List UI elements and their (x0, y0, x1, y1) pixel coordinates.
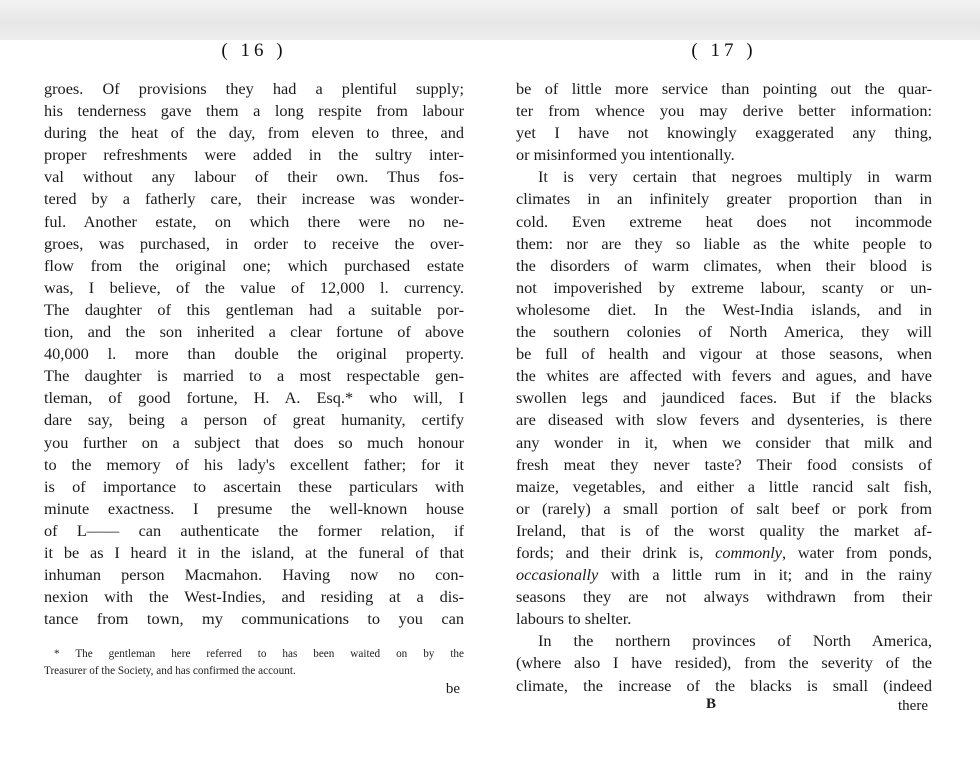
catchword: be (445, 681, 460, 697)
text-line: to the memory of his lady's excellent father; for it (44, 454, 464, 474)
text-line: during the heat of the day, from eleven to three, and (44, 123, 464, 143)
text-line: 40,000 l. more than double the original property. (44, 344, 464, 364)
text-line: Ireland, that is of the worst quality the market af- (516, 520, 932, 540)
text-line: wholesome diet. In the West-India islands, and in (516, 299, 932, 319)
text-line: them: nor are they so liable as the white people to (516, 233, 932, 253)
signature-mark: B (706, 696, 717, 712)
text-line: It is very certain that negroes multiply in warm (538, 167, 932, 187)
scan-top-band (0, 0, 980, 40)
text-line: yet I have not knowingly exaggerated any thing, (516, 123, 932, 143)
text-line: be of little more service than pointing out the quar- (516, 79, 932, 98)
text-line: of L—— can authenticate the former relation, if (44, 520, 464, 540)
page-number: ( 16 ) (221, 40, 287, 61)
text-fragment: , water from ponds, (782, 542, 932, 562)
italic-word: commonly (715, 542, 783, 562)
text-line: not impoverished by extreme labour, scanty or un- (516, 277, 932, 297)
text-line (516, 564, 932, 586)
text-line: was, I believe, of the value of 12,000 l. currency. (44, 277, 464, 297)
text-line: proper refreshments were added in the sultry inter- (44, 145, 464, 165)
catchword: there (898, 698, 928, 714)
text-line: the southern colonies of North America, they will (516, 322, 932, 342)
text-line: maize, vegetables, and either a little rancid salt fish, (516, 476, 932, 496)
page-body (44, 78, 464, 630)
text-line: ter from whence you may derive better information: (516, 101, 932, 121)
text-line: labours to shelter. (516, 609, 632, 629)
text-line: tleman, of good fortune, H. A. Esq.* who will, I (44, 388, 464, 408)
text-line: In the northern provinces of North America, (538, 631, 932, 651)
text-line: minute exactness. I presume the well-known house (44, 498, 464, 518)
text-line: tion, and the son inherited a clear fortune of above (44, 322, 464, 342)
text-line: the whites are affected with fevers and agues, and have (516, 366, 932, 386)
text-line: dare say, being a person of great humanity, certify (44, 410, 464, 430)
text-line: seasons they are not always withdrawn from their (516, 587, 932, 607)
text-line: groes, was purchased, in order to receive the over- (44, 233, 464, 253)
text-line: groes. Of provisions they had a plentiful supply; (44, 79, 464, 98)
text-line: you further on a subject that does so much honour (44, 432, 464, 452)
text-line: are diseased with slow fevers and dysenteries, is there (516, 410, 932, 430)
text-line: climate, the increase of the blacks is small (indeed (516, 675, 932, 695)
footnote-line: Treasurer of the Society, and has confirmed the account. (44, 665, 296, 677)
text-line: inhuman person Macmahon. Having now no con- (44, 565, 464, 585)
footnote-line: * The gentleman here referred to has been waited on by the (54, 648, 464, 660)
text-line: tered by a fatherly care, their increase was wonder- (44, 189, 464, 209)
text-line: be full of health and vigour at those seasons, when (516, 344, 932, 364)
italic-word: occasionally (516, 565, 599, 585)
text-line: climates in an infinitely greater proportion than in (516, 189, 932, 209)
text-line: nexion with the West-Indies, and residing at a dis- (44, 587, 464, 607)
text-line: the disorders of warm climates, when their blood is (516, 255, 932, 275)
page-number: ( 17 ) (691, 40, 757, 61)
text-line: flow from the original one; which purchased estate (44, 255, 464, 275)
text-line: tance from town, my communications to you can (44, 609, 464, 629)
text-line: his tenderness gave them a long respite from labour (44, 101, 464, 121)
text-fragment: fords; and their drink is, (516, 542, 704, 562)
text-line: or (rarely) a small portion of salt beef or pork from (516, 498, 932, 518)
text-line: any wonder in it, when we consider that milk and (516, 432, 932, 452)
text-line: ful. Another estate, on which there were no ne- (44, 211, 464, 231)
text-line: is of importance to ascertain these particulars with (44, 476, 464, 496)
text-line: or misinformed you intentionally. (516, 145, 735, 165)
footnote (44, 646, 464, 680)
text-line: fresh meat they never taste? Their food consists of (516, 454, 932, 474)
text-line: The daughter is married to a most respectable gen- (44, 366, 464, 386)
text-fragment: with a little rum in it; and in the rainy (598, 565, 932, 585)
text-line: val without any labour of their own. Thus fos- (44, 167, 464, 187)
text-line: The daughter of this gentleman had a suitable por- (44, 299, 464, 319)
text-line (516, 542, 932, 564)
page-body (516, 78, 932, 697)
text-line: it be as I heard it in the island, at the funeral of that (44, 542, 464, 562)
text-line: cold. Even extreme heat does not incommode (516, 211, 932, 231)
text-line: swollen legs and jaundiced faces. But if the blacks (516, 388, 932, 408)
text-line: (where also I have resided), from the severity of the (516, 653, 932, 673)
